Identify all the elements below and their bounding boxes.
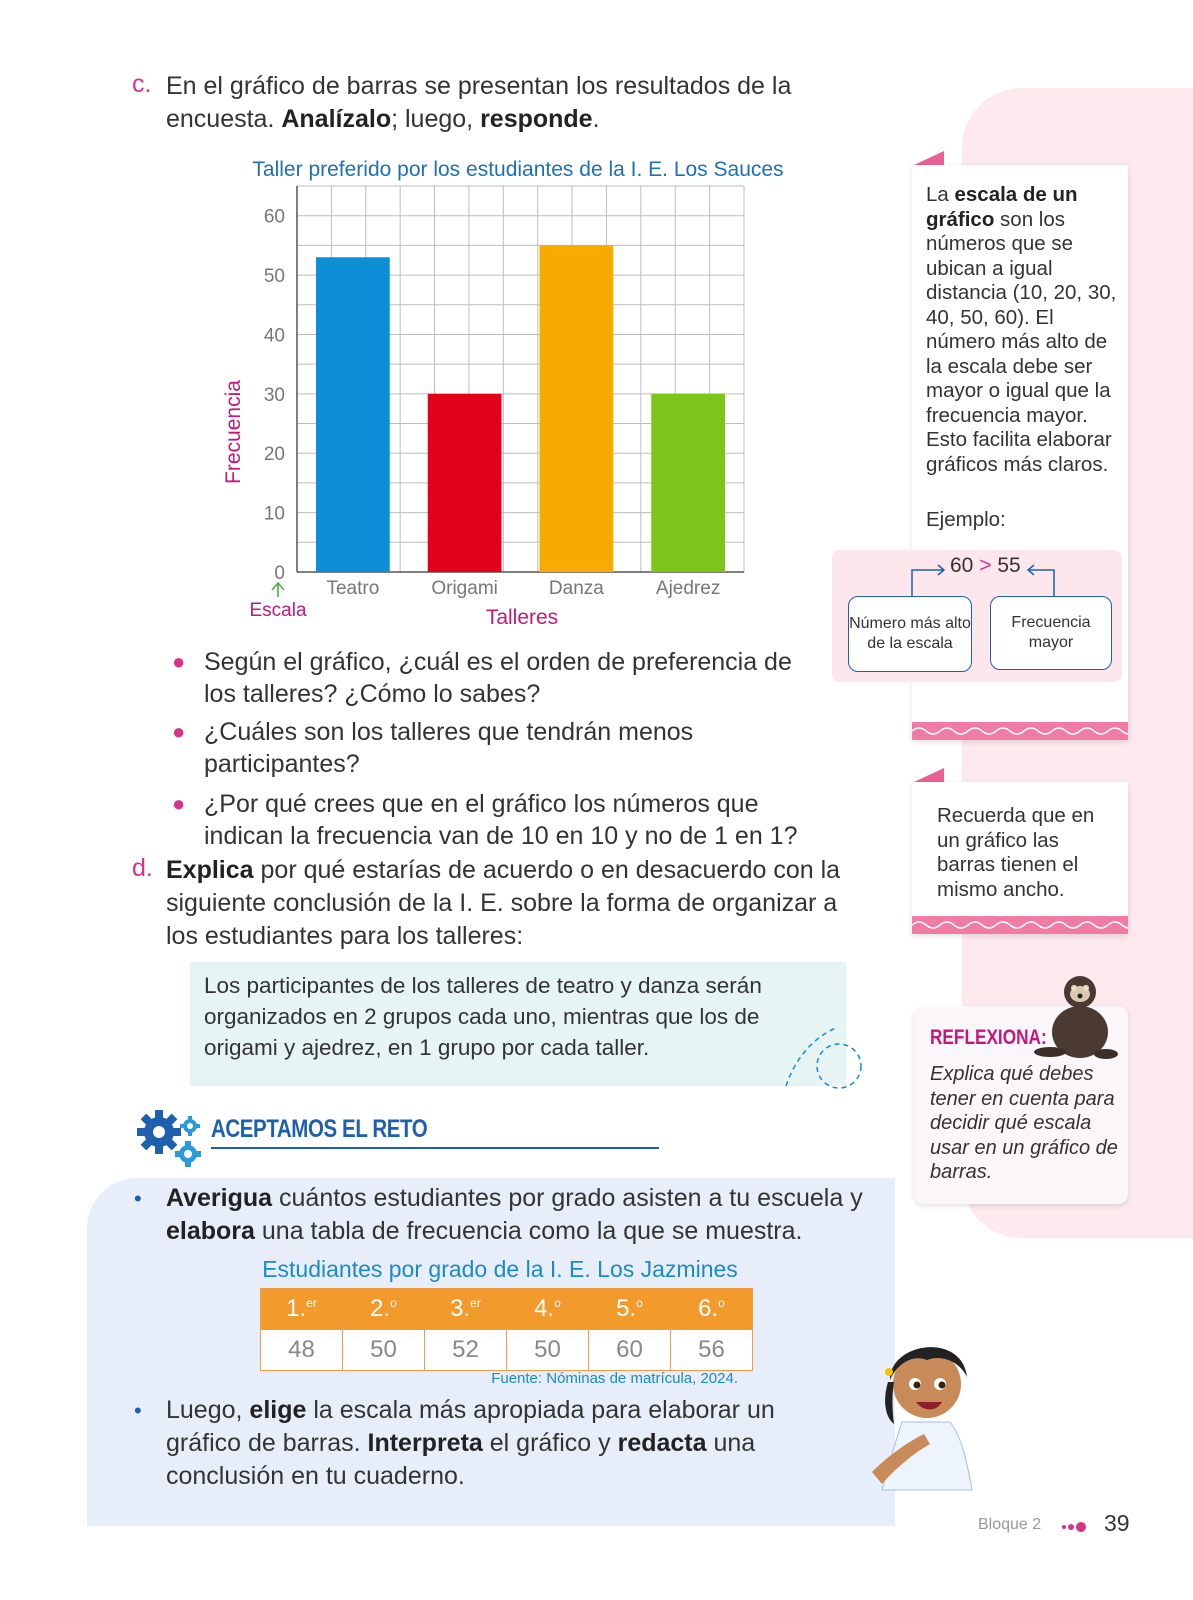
table-cell: 52	[425, 1330, 507, 1371]
y-tick-label: 40	[263, 325, 285, 347]
table-cell: 50	[343, 1330, 425, 1371]
y-tick-label: 10	[263, 503, 285, 525]
x-tick-label: Danza	[548, 578, 604, 599]
reflexiona-text: Explica qué debes tener en cuenta para decidir qué escala usar en un gráfico de barras.	[930, 1063, 1118, 1183]
redacta-bold: redacta	[617, 1429, 707, 1457]
bullet-icon: •	[134, 1398, 142, 1423]
chart-x-ticks	[326, 578, 720, 599]
y-tick-label: 30	[263, 384, 285, 406]
recuerda-text: Recuerda que en un gráfico las barras tienen el mismo ancho.	[937, 804, 1095, 901]
table-source: Fuente: Nóminas de matrícula, 2024.	[491, 1370, 738, 1387]
decorative-dashed-circle-icon	[776, 1016, 876, 1096]
section-d-text	[166, 854, 856, 953]
reto-item-2-line2	[166, 1427, 866, 1460]
frequency-table	[260, 1288, 753, 1371]
x-axis-label: Talleres	[485, 606, 559, 629]
item-letter-c: c.	[132, 70, 152, 98]
reto-item-2-line1	[166, 1394, 866, 1427]
reto-title: ACEPTAMOS EL RETO	[211, 1115, 428, 1143]
table-cell: 50	[507, 1330, 589, 1371]
scale-label: Escala	[249, 600, 307, 621]
t: una tabla de frecuencia como la que se muestra.	[254, 1217, 803, 1245]
card-flag-icon	[914, 768, 944, 782]
table-header-row	[261, 1289, 753, 1330]
bullet-icon: ●	[172, 719, 186, 744]
t: por qué estarías de acuerdo o en desacuerdo con la	[253, 856, 841, 884]
section-d-line3: los estudiantes para los talleres:	[166, 922, 524, 950]
y-tick-label: 20	[263, 444, 285, 466]
question-text: ¿Cuáles son los talleres que tendrán menos participantes?	[204, 718, 694, 778]
elige-bold: elige	[249, 1396, 307, 1424]
bar-ajedrez	[651, 394, 725, 572]
question-text: Según el gráfico, ¿cuál es el orden de preferencia de los talleres? ¿Cómo lo sabes?	[204, 648, 792, 708]
freq-table-title: Estudiantes por grado de la I. E. Los Jazmines	[262, 1256, 738, 1282]
grade-header	[425, 1289, 507, 1330]
bear-illustration-icon	[1030, 970, 1120, 1060]
t: el gráfico y	[482, 1429, 618, 1457]
t: .	[592, 105, 600, 133]
item-letter-d: d.	[132, 854, 153, 882]
example-value-b: 55	[997, 554, 1021, 577]
conclusion-text: Los participantes de los talleres de teatro y danza serán organizados en 2 grupos cada uno, mientras que los de origami y ajedrez, en 1 grupo por cada taller.	[204, 973, 762, 1060]
table-cell: 56	[671, 1330, 753, 1371]
scale-arrow-icon	[272, 583, 284, 597]
bar-origami	[428, 394, 502, 572]
bullet-icon: ●	[172, 649, 186, 674]
explica-bold: Explica	[166, 856, 254, 884]
girl-illustration-icon	[872, 1322, 982, 1492]
y-axis-label: Frecuencia	[222, 380, 245, 484]
chart-bars	[316, 245, 725, 572]
section-d-line1	[166, 854, 856, 887]
question-item	[172, 788, 819, 852]
box-numero-mas-alto: Número más alto de la escala	[848, 596, 972, 672]
t: Luego,	[166, 1396, 250, 1424]
t: La	[926, 183, 955, 206]
x-tick-label: Ajedrez	[655, 578, 721, 599]
question-item	[172, 716, 804, 780]
reto-item-2-line3: conclusión en tu cuaderno.	[166, 1462, 465, 1490]
t: 2.	[370, 1295, 391, 1322]
t: er	[470, 1296, 481, 1310]
t: 5.	[616, 1295, 637, 1322]
footer-bloque: Bloque 2	[978, 1516, 1042, 1533]
example-label: Ejemplo:	[926, 508, 1006, 531]
y-tick-label: 0	[274, 563, 285, 584]
card-flag-icon	[914, 151, 944, 165]
table-cell: 48	[261, 1330, 343, 1371]
bar-danza	[539, 245, 613, 572]
chart-y-ticks	[264, 207, 285, 584]
t: la escala más apropiada para elaborar un	[306, 1396, 775, 1424]
t: er	[306, 1296, 317, 1310]
reto-title-underline	[211, 1147, 659, 1149]
reto-item-1-line2	[166, 1215, 876, 1248]
t: o	[554, 1296, 561, 1310]
reto-item-1	[134, 1182, 876, 1248]
question-text: ¿Por qué crees que en el gráfico los números que indican la frecuencia van de 10 en 10 y no de 1 en 1?	[204, 790, 798, 850]
t: son los números que se ubican a igual distancia (10, 20, 30, 40, 50, 60). El número más alto de la escala debe ser mayor o igual que la frecuencia mayor. Esto facilita elaborar gráficos más claros.	[926, 207, 1117, 476]
example-panel	[832, 550, 1122, 682]
box-frecuencia-mayor: Frecuencia mayor	[990, 596, 1112, 670]
t: 4.	[534, 1295, 555, 1322]
table-cell: 60	[589, 1330, 671, 1371]
grade-header	[671, 1289, 753, 1330]
question-item	[172, 646, 804, 710]
grade-header	[589, 1289, 671, 1330]
analizalo-bold: Analízalo	[281, 105, 392, 133]
reflexiona-title: REFLEXIONA:	[930, 1026, 1047, 1049]
gears-icon	[133, 1106, 209, 1172]
y-tick-label: 50	[263, 266, 285, 288]
bar-chart	[200, 150, 840, 640]
t: encuesta.	[166, 105, 282, 133]
example-value-a: 60	[950, 554, 974, 577]
escala-bold: escala de un gráfico	[926, 183, 1078, 231]
reto-item-2	[134, 1394, 866, 1493]
section-c-line1: En el gráfico de barras se presentan los resultados de la	[166, 72, 792, 100]
responde-bold: responde	[480, 105, 593, 133]
interpreta-bold: Interpreta	[367, 1429, 483, 1457]
t: ; luego,	[391, 105, 481, 133]
y-tick-label: 60	[263, 206, 285, 228]
t: o	[636, 1296, 643, 1310]
bullet-icon: •	[134, 1186, 142, 1211]
grade-header	[507, 1289, 589, 1330]
t: 6.	[698, 1295, 719, 1322]
dots-icon	[1060, 1520, 1090, 1534]
reto-item-1-line1	[166, 1182, 876, 1215]
averigua-bold: Averigua	[166, 1184, 273, 1212]
t: o	[390, 1296, 397, 1310]
section-c-line2	[166, 103, 886, 136]
t: 1.	[286, 1295, 307, 1322]
wavy-line-icon	[912, 916, 1128, 934]
t: cuántos estudiantes por grado asisten a tu escuela y	[272, 1184, 863, 1212]
t: 3.	[450, 1295, 471, 1322]
t: o	[718, 1296, 725, 1310]
section-d-line2: siguiente conclusión de la I. E. sobre la forma de organizar a	[166, 889, 838, 917]
t: gráfico de barras.	[166, 1429, 368, 1457]
chart-title: Taller preferido por los estudiantes de la I. E. Los Sauces	[252, 158, 784, 181]
page-number: 39	[1104, 1510, 1130, 1536]
wavy-line-icon	[912, 722, 1128, 740]
x-tick-label: Teatro	[326, 578, 380, 599]
bar-teatro	[316, 257, 390, 572]
greater-than-sign: >	[979, 554, 992, 577]
scale-definition	[926, 183, 1122, 477]
table-value-row	[261, 1330, 753, 1371]
grade-header	[261, 1289, 343, 1330]
section-c-text	[166, 70, 886, 136]
t: una	[706, 1429, 756, 1457]
elabora-bold: elabora	[166, 1217, 255, 1245]
recuerda-card	[912, 782, 1128, 934]
bullet-icon: ●	[172, 791, 186, 816]
conclusion-box	[190, 962, 846, 1086]
x-tick-label: Origami	[431, 578, 498, 599]
grade-header	[343, 1289, 425, 1330]
